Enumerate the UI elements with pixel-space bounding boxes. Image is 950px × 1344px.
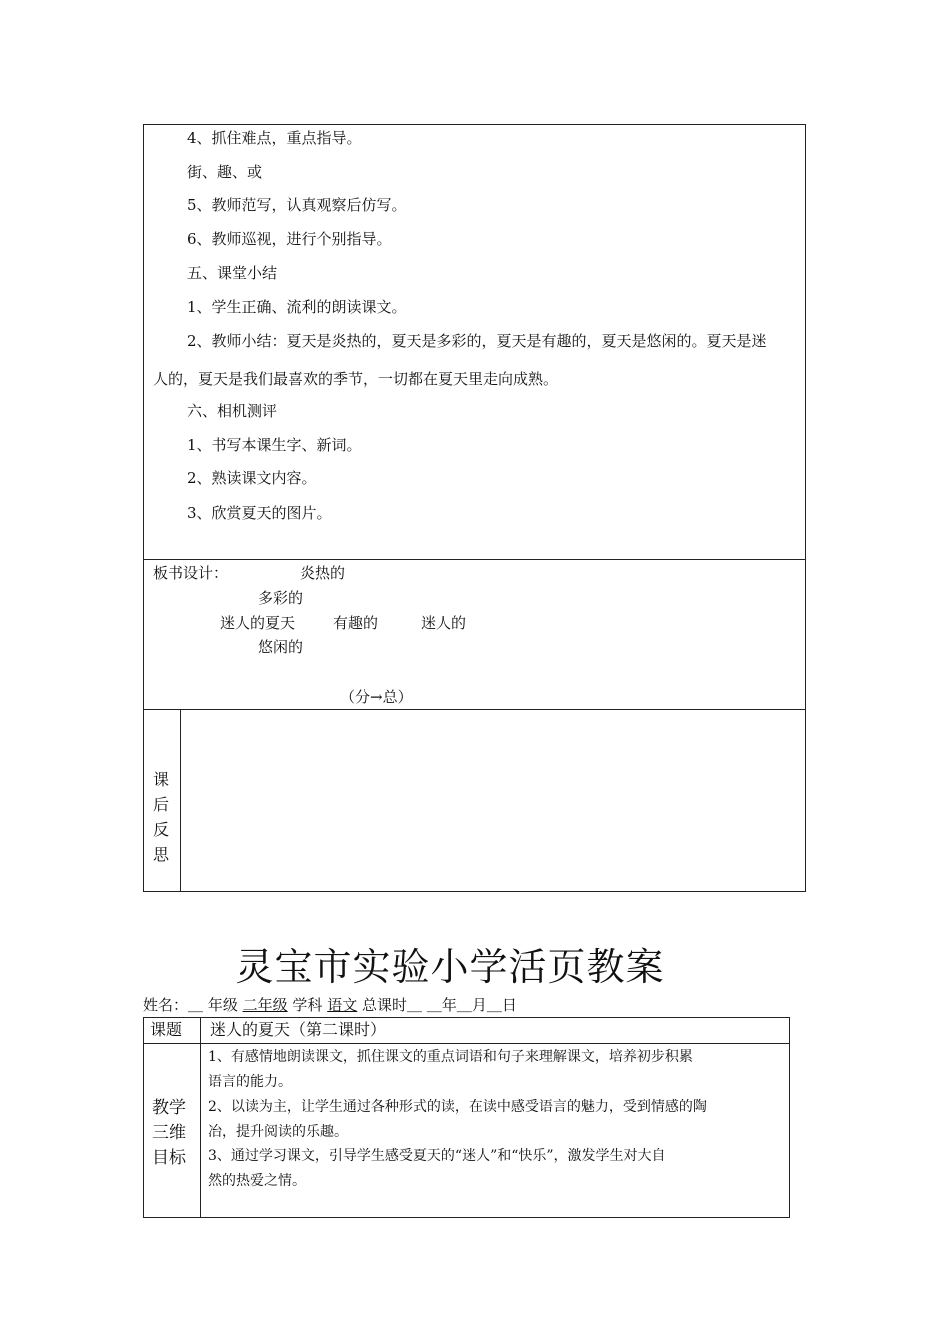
table2-border-left [143,1017,144,1218]
reflection-column-divider [180,709,181,892]
goal-line: 语言的能力。 [208,1074,292,1090]
reflection-label-char: 思 [153,845,170,864]
lesson-line: 4、抓住难点，重点指导。 [187,129,362,147]
lesson-line: 人的，夏天是我们最喜欢的季节，一切都在夏天里走向成熟。 [153,370,559,388]
goals-label-line: 教学 [152,1098,186,1118]
date-day: ＿日 [486,996,517,1014]
table-border-bottom [143,891,806,892]
subject-value: 语文 [327,996,358,1014]
board-word-interesting: 有趣的 [333,614,379,632]
date-year: ＿年 [426,996,457,1014]
reflection-label-char: 后 [153,795,170,814]
subject-label: 学科 [292,996,323,1014]
section-heading: 五、课堂小结 [187,264,278,282]
grade-label: 年级 [207,996,238,1014]
info-line [143,995,517,1015]
row-divider-board [143,559,806,560]
goal-line: 然的热爱之情。 [208,1173,306,1189]
lesson-line: 街、趣、或 [187,163,263,181]
lesson-line: 6、教师巡视，进行个别指导。 [187,230,392,248]
lesson-line: 3、欣赏夏天的图片。 [187,504,332,522]
lesson-line: 2、熟读课文内容。 [187,469,317,487]
table2-border-bottom [143,1217,790,1218]
goal-line: 3、通过学习课文，引导学生感受夏天的“迷人”和“快乐”，激发学生对大自 [208,1148,666,1164]
name-label: 姓名： [143,996,189,1014]
hours-label: 总课时 [362,996,408,1014]
goal-line: 2、以读为主，让学生通过各种形式的读，在读中感受语言的魅力，受到情感的陶 [208,1099,707,1115]
table-border-left [143,124,144,892]
row-divider-reflection [143,709,806,710]
grade-value: 二年级 [242,996,288,1014]
page-title: 灵宝市实验小学活页教案 [235,945,665,989]
lesson-line: 1、书写本课生字、新词。 [187,436,362,454]
goals-label-line: 三维 [152,1123,186,1143]
table2-row-divider [143,1043,790,1044]
goals-label-line: 目标 [152,1148,186,1168]
goal-line: 冶，提升阅读的乐趣。 [208,1124,348,1140]
board-word-colorful: 多彩的 [258,589,304,607]
board-word-center: 迷人的夏天 [220,614,296,632]
topic-label: 课题 [150,1020,183,1039]
board-word-leisurely: 悠闲的 [258,638,304,656]
table2-column-divider [200,1017,201,1218]
table-border-right [805,124,806,892]
reflection-label-char: 反 [153,820,170,839]
board-word-hot: 炎热的 [300,564,346,582]
table2-border-top [143,1017,790,1018]
section-heading: 六、相机测评 [187,402,278,420]
hours-blank: ＿ [407,996,423,1014]
board-structure: （分→总） [340,688,413,706]
board-word-charming: 迷人的 [421,614,467,632]
table2-border-right [789,1017,790,1218]
reflection-label-char: 课 [153,770,170,789]
goal-line: 1、有感情地朗读课文，抓住课文的重点词语和句子来理解课文，培养初步积累 [208,1049,693,1065]
lesson-line: 1、学生正确、流利的朗读课文。 [187,298,407,316]
lesson-line: 5、教师范写，认真观察后仿写。 [187,196,407,214]
date-month: ＿月 [456,996,487,1014]
lesson-line: 2、教师小结：夏天是炎热的，夏天是多彩的，夏天是有趣的，夏天是悠闲的。夏天是迷 [187,332,767,350]
board-design-label: 板书设计： [153,564,229,582]
topic-value: 迷人的夏天（第二课时） [210,1020,387,1039]
table-border-top [143,124,806,125]
name-blank: ＿ [188,996,204,1014]
